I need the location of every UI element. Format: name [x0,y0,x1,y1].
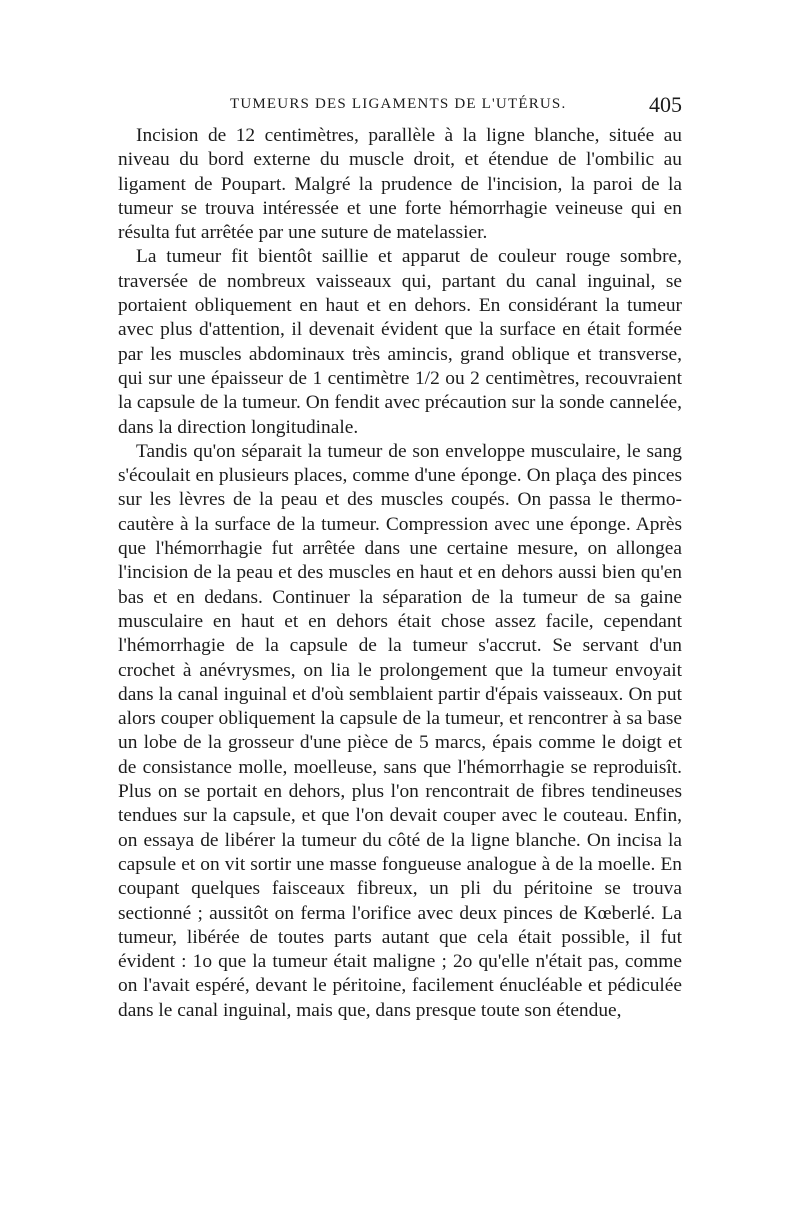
paragraph-3: Tandis qu'on séparait la tumeur de son enveloppe musculaire, le sang s'écoulait en plusieurs places, comme d'une éponge. On plaça des pinces sur les lèvres de la peau et des muscles coupés. On passa le thermo-cautère à la surface de la tumeur. Compression avec une éponge. Après que l'hémorrhagie fut arrêtée dans une certaine mesure, on allongea l'incision de la peau et des muscles en haut et en dehors aussi bien qu'en bas et en dedans. Continuer la séparation de la tumeur de sa gaine musculaire en haut et en dehors était chose assez facile, cependant l'hémorrhagie de la capsule de la tumeur s'accrut. Se servant d'un crochet à anévrysmes, on lia le prolongement que la tumeur envoyait dans la canal inguinal et d'où semblaient partir d'épais vaisseaux. On put alors couper obliquement la capsule de la tumeur, et rencontrer à sa base un lobe de la grosseur d'une pièce de 5 marcs, épais comme le doigt et de consistance molle, moelleuse, sans que l'hémorrhagie se reproduisît. Plus on se portait en dehors, plus l'on rencontrait de fibres tendineuses tendues sur la capsule, et que l'on devait couper avec le couteau. Enfin, on essaya de libérer la tumeur du côté de la ligne blanche. On incisa la capsule et on vit sortir une masse fongueuse analogue à de la moelle. En coupant quelques faisceaux fibreux, un pli du péritoine se trouva sectionné ; aussitôt on ferma l'orifice avec deux pinces de Kœberlé. La tumeur, libérée de toutes parts autant que cela était possible, il fut évident : 1o que la tumeur était maligne ; 2o qu'elle n'était pas, comme on l'avait espéré, devant le péritoine, facilement énucléable et pédiculée dans le canal inguinal, mais que, dans presque toute son étendue, [118,440,682,1021]
page-number: 405 [649,92,682,117]
body-text [118,124,682,1023]
running-head [118,92,682,122]
paragraph-2: La tumeur fit bientôt saillie et apparut de couleur rouge sombre, traversée de nombreux vaisseaux qui, partant du canal inguinal, se portaient obliquement en haut et en dehors. En considérant la tumeur avec plus d'attention, il devenait évident que la surface en était formée par les muscles abdominaux très amincis, grand oblique et transverse, qui sur une épaisseur de 1 centimètre 1/2 ou 2 centimètres, recouvraient la capsule de la tumeur. On fendit avec précaution sur la sonde cannelée, dans la direction longitudinale. [118,246,682,438]
paragraph-1: Incision de 12 centimètres, parallèle à la ligne blanche, située au niveau du bord externe du muscle droit, et étendue de l'ombilic au ligament de Poupart. Malgré la prudence de l'incision, la paroi de la tumeur se trouva intéressée et une forte hémorrhagie veineuse qui en résulta fut arrêtée par une suture de matelassier. [118,125,682,244]
running-title: TUMEURS DES LIGAMENTS DE L'UTÉRUS. [230,96,567,112]
